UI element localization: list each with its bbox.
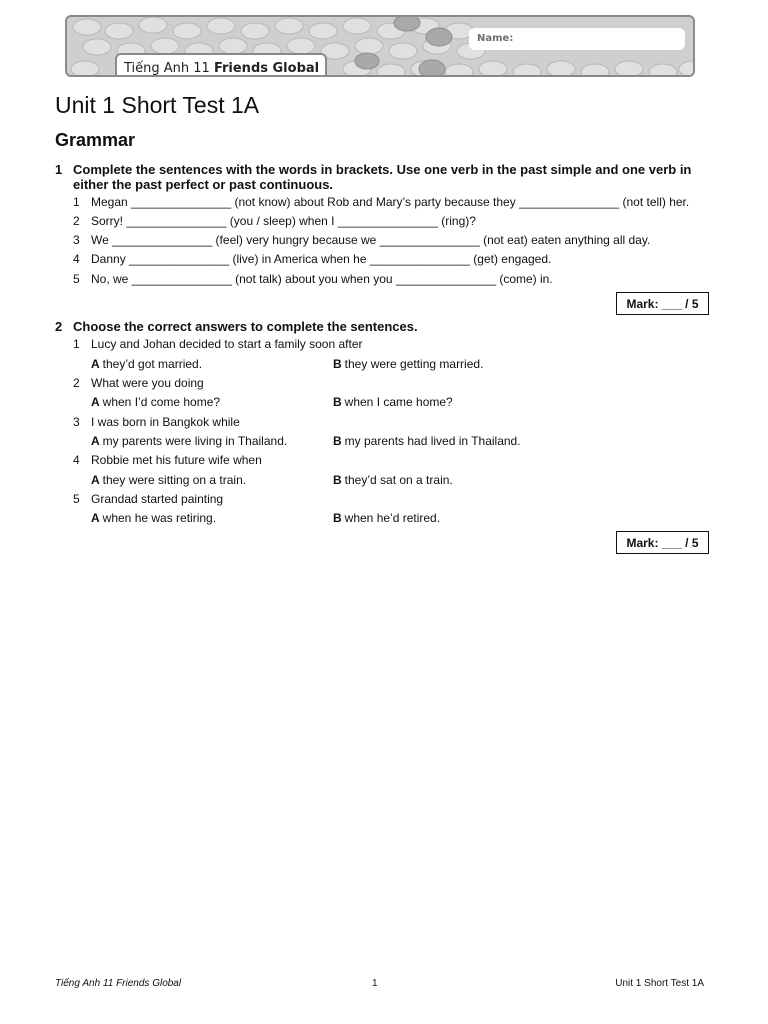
name-label: Name: [477, 33, 514, 44]
option-letter: B [333, 395, 342, 409]
ex2-item-5-option-b[interactable] [333, 511, 440, 525]
item-stem: I was born in Bangkok while [91, 415, 240, 429]
header-banner [65, 15, 695, 77]
exercise-2-mark-box: Mark: ___ / 5 [616, 531, 709, 554]
option-letter: A [91, 511, 100, 525]
item-text: Megan _______________ (not know) about Rob and Mary’s party because they _______________ (not tell) her. [91, 195, 690, 209]
option-letter: B [333, 357, 342, 371]
item-number: 3 [73, 415, 80, 429]
ex2-item-4-option-a[interactable] [91, 473, 246, 487]
item-stem: What were you doing [91, 376, 204, 390]
item-number: 1 [73, 337, 80, 351]
item-stem: Lucy and Johan decided to start a family soon after [91, 337, 363, 351]
option-text: they’d sat on a train. [344, 473, 453, 487]
section-title: Grammar [55, 130, 136, 150]
name-field[interactable] [469, 28, 685, 50]
ex1-item-5 [73, 272, 553, 286]
ex1-item-2 [73, 214, 476, 228]
ex2-item-4-option-b[interactable] [333, 473, 453, 487]
option-text: they were getting married. [344, 357, 484, 371]
option-text: my parents had lived in Thailand. [344, 434, 521, 448]
item-number: 2 [73, 376, 80, 390]
page-title: Unit 1 Short Test 1A [55, 92, 260, 118]
ex1-item-3 [73, 233, 650, 247]
option-text: they’d got married. [102, 357, 203, 371]
item-stem: Robbie met his future wife when [91, 453, 262, 467]
option-letter: B [333, 473, 342, 487]
item-text: We _______________ (feel) very hungry because we _______________ (not eat) eaten anything all day. [91, 233, 651, 247]
item-number: 4 [73, 453, 80, 467]
ex2-item-5-option-a[interactable] [91, 511, 216, 525]
brand-bold: Friends Global [213, 61, 320, 76]
ex2-item-3-option-a[interactable] [91, 434, 287, 448]
item-text: Sorry! _______________ (you / sleep) when I _______________ (ring)? [91, 214, 476, 228]
option-letter: B [333, 511, 342, 525]
item-number: 2 [73, 214, 80, 228]
option-letter: B [333, 434, 342, 448]
item-number: 5 [73, 492, 80, 506]
footer-book-title: Tiếng Anh 11 Friends Global [55, 978, 182, 989]
exercise-2-number: 2 [55, 319, 63, 334]
item-number: 3 [73, 233, 80, 247]
item-stem: Grandad started painting [91, 492, 224, 506]
ex2-item-4-stem [73, 453, 262, 467]
exercise-1-number: 1 [55, 162, 63, 177]
item-number: 5 [73, 272, 80, 286]
ex1-item-4 [73, 252, 551, 266]
ex2-item-2-option-b[interactable] [333, 395, 453, 409]
ex2-item-3-option-b[interactable] [333, 434, 521, 448]
option-text: when he was retiring. [102, 511, 217, 525]
option-letter: A [91, 395, 100, 409]
ex1-item-1 [73, 195, 689, 209]
option-text: when I’d come home? [102, 395, 221, 409]
ex2-item-5-stem [73, 492, 223, 506]
item-text: No, we _______________ (not talk) about you when you _______________ (come) in. [91, 272, 553, 286]
ex2-item-2-stem [73, 376, 204, 390]
option-text: my parents were living in Thailand. [102, 434, 288, 448]
item-number: 1 [73, 195, 80, 209]
ex2-item-1-stem [73, 337, 363, 351]
exercise-2-instruction: Choose the correct answers to complete the sentences. [73, 319, 418, 334]
item-text: Danny _______________ (live) in America when he _______________ (get) engaged. [91, 252, 552, 266]
option-text: when I came home? [344, 395, 453, 409]
option-letter: A [91, 434, 100, 448]
exercise-1-instruction: Complete the sentences with the words in brackets. Use one verb in the past simple and one verb in either the past perfect or past continuous. [73, 162, 692, 192]
option-text: they were sitting on a train. [102, 473, 247, 487]
brand-tab [115, 53, 327, 77]
footer-test-title: Unit 1 Short Test 1A [615, 978, 704, 989]
option-letter: A [91, 473, 100, 487]
ex2-item-2-option-a[interactable] [91, 395, 220, 409]
footer-page-number: 1 [372, 978, 378, 989]
option-text: when he’d retired. [344, 511, 441, 525]
item-number: 4 [73, 252, 80, 266]
brand-prefix: Tiếng Anh 11 [124, 61, 214, 76]
option-letter: A [91, 357, 100, 371]
ex2-item-3-stem [73, 415, 240, 429]
ex2-item-1-option-a[interactable] [91, 357, 202, 371]
exercise-1-mark-box: Mark: ___ / 5 [616, 292, 709, 315]
ex2-item-1-option-b[interactable] [333, 357, 483, 371]
